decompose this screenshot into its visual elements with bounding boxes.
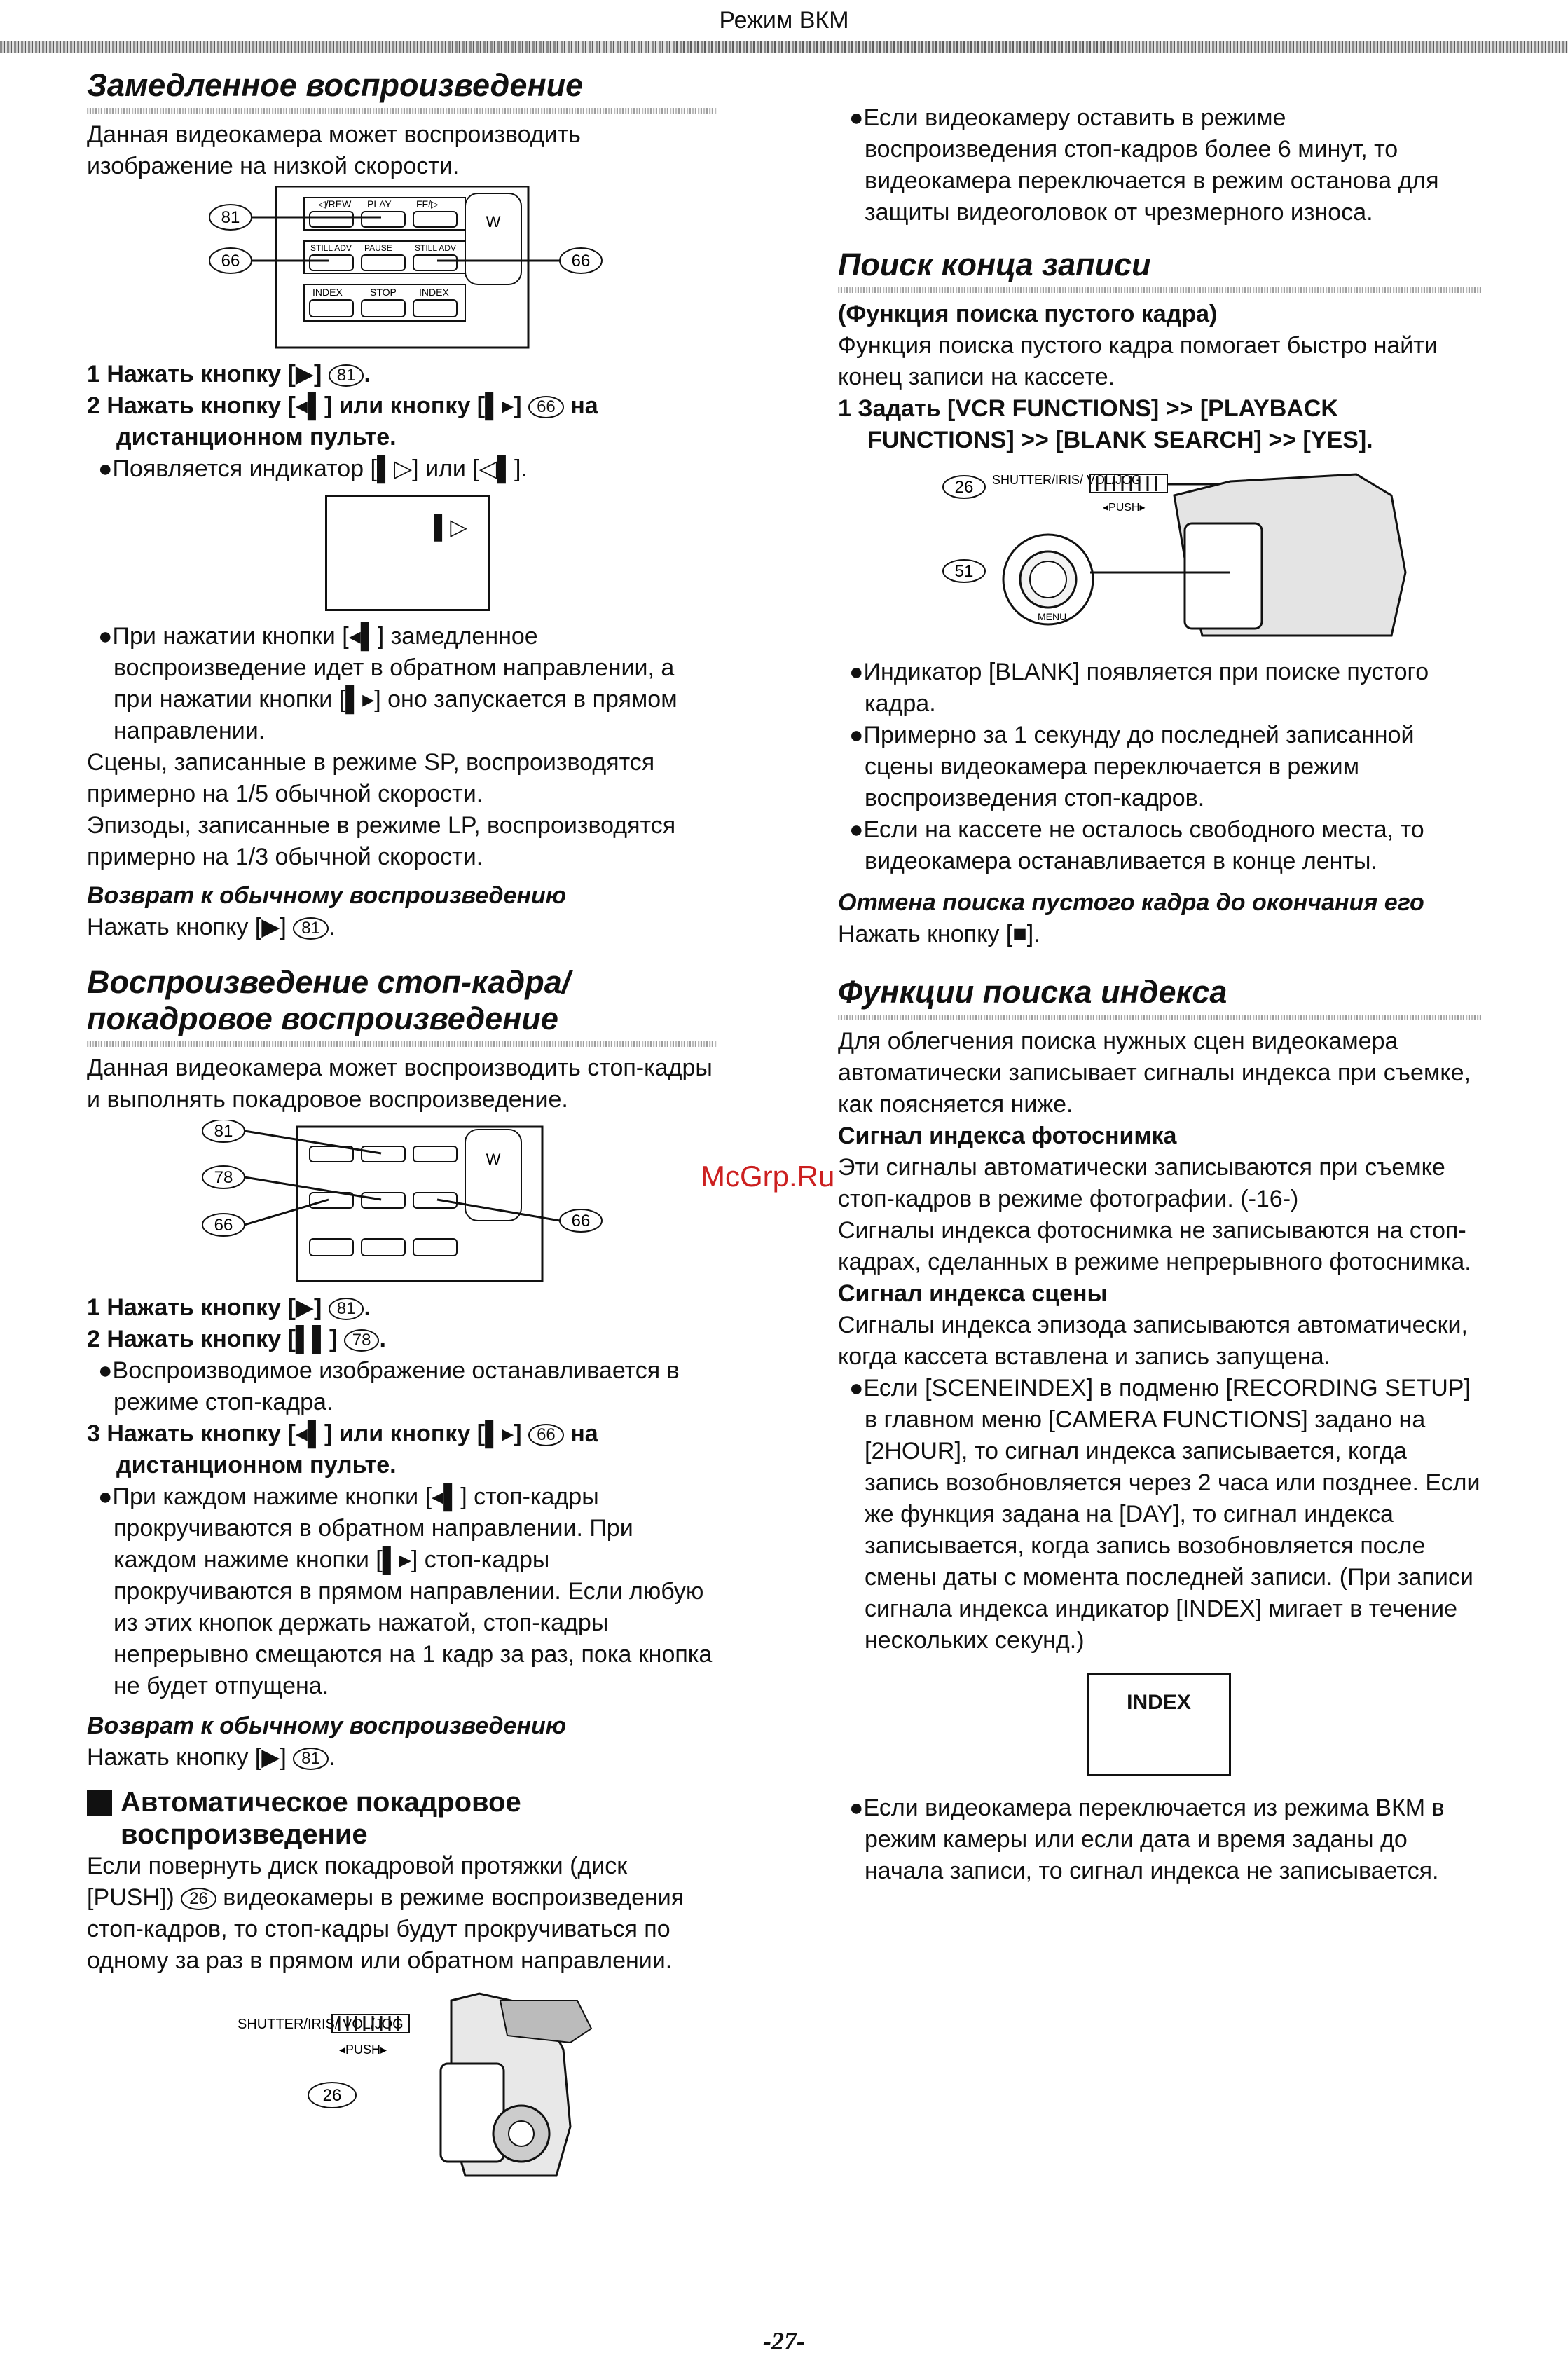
ref-81: 81: [293, 917, 329, 940]
blank-cancel-text: Нажать кнопку [■].: [838, 921, 1040, 947]
slow-return-text: Нажать кнопку [▶] 81 .: [87, 914, 336, 940]
play-label: PLAY: [367, 198, 392, 210]
camcorder-jog-figure: [87, 1987, 717, 2183]
slow-note-sp: Сцены, записанные в режиме SP, воспроизводятся примерно на 1/5 обычной скорости.: [87, 749, 655, 807]
callout-66-right: 66: [571, 252, 591, 270]
callout-26: 26: [322, 2086, 342, 2105]
push-label: ◂PUSH▸: [339, 2043, 387, 2057]
ff-label: FF/▷: [416, 198, 439, 210]
section-rule: [838, 287, 1483, 293]
slow-indicator-icon: ▌▷: [434, 514, 467, 540]
ref-66: 66: [528, 1424, 564, 1446]
ref-66: 66: [528, 396, 564, 418]
slow-step-2: 2 Нажать кнопку [◂▌] или кнопку [▌▸] 66 на дистанционном пульте.: [87, 392, 598, 451]
index-scene-title: Сигнал индекса сцены: [838, 1280, 1108, 1307]
stop-mode-bullet: ●Если видеокамеру оставить в режиме воспроизведения стоп-кадров более 6 минут, то видеокамера переключается в режим останова для защиты видеоголовок от чрезмерного износа.: [849, 104, 1439, 226]
index-indicator: INDEX: [1127, 1691, 1191, 1714]
blank-subtitle: (Функция поиска пустого кадра): [838, 301, 1218, 327]
auto-title: Автоматическое покадровое воспроизведение: [121, 1787, 521, 1850]
still-bullet-frames: ●При каждом нажиме кнопки [◂▌] стоп-кадры прокручиваются в обратном направлении. При каждом нажиме кнопки [▌▸] стоп-кадры прокручиваются в прямом направлении. Если любую из этих кнопок держать нажатой, стоп-кадры непрерывно смещаются на 1 кадр за раз, пока кнопка не будет отпущена.: [98, 1483, 713, 1699]
page-number: -27-: [763, 2327, 805, 2355]
remote-figure-still: [87, 1120, 717, 1288]
ref-81: 81: [293, 1748, 329, 1770]
callout-81: 81: [214, 1122, 233, 1141]
index-bullet-sceneindex: ●Если [SCENEINDEX] в подменю [RECORDING SETUP] в главном меню [CAMERA FUNCTIONS] задано на [2HOUR], то сигнал индекса записывается, когда запись возобновляется через 2 часа или позднее. Если же функция задана на [DAY], то сигнал индекса записывается, когда запись возобновляется после смены даты с момента последней записи. (При записи сигнала индекса индикатор [INDEX] мигает в течение нескольких секунд.): [849, 1375, 1480, 1654]
callout-78: 78: [214, 1168, 233, 1187]
blank-bullet-end: ●Если на кассете не осталось свободного места, то видеокамера останавливается в конце ленты.: [849, 816, 1424, 874]
callout-26: 26: [954, 478, 974, 497]
jog-label: SHUTTER/IRIS/ VOL/JOG: [238, 2017, 404, 2032]
blank-cancel-title: Отмена поиска пустого кадра до окончания его: [838, 889, 1424, 916]
slow-intro: Данная видеокамера может воспроизводить изображение на низкой скорости.: [87, 121, 581, 179]
remote-figure-slow: [87, 186, 717, 355]
section-rule: [87, 108, 717, 114]
still-bullet-pause: ●Воспроизводимое изображение останавливается в режиме стоп-кадра.: [98, 1357, 680, 1415]
still-adv-left-label: STILL ADV: [310, 243, 352, 253]
display-screen-index: [1087, 1673, 1231, 1776]
page-header-title: Режим ВКМ: [719, 7, 849, 34]
display-screen-slow: [325, 495, 490, 611]
slow-return-title: Возврат к обычному воспроизведению: [87, 882, 567, 909]
blank-bullet-still: ●Примерно за 1 секунду до последней записанной сцены видеокамера переключается в режим воспроизведения стоп-кадров.: [849, 722, 1415, 811]
w-button-label: W: [486, 1151, 501, 1168]
section-title-slow: Замедленное воспроизведение: [87, 67, 584, 103]
section-title-blank: Поиск конца записи: [838, 247, 1151, 282]
index-bullet-no-signal: ●Если видеокамера переключается из режима ВКМ в режим камеры или если дата и время заданы до начала записи, то сигнал индекса не записывается.: [849, 1795, 1445, 1884]
stop-label: STOP: [370, 287, 397, 298]
still-step-1: 1 Нажать кнопку [▶] 81 .: [87, 1294, 371, 1321]
section-rule: [87, 1041, 717, 1047]
still-step-2: 2 Нажать кнопку [▌▌] 78 .: [87, 1326, 386, 1352]
rew-label: ◁/REW: [318, 198, 352, 210]
ref-26: 26: [181, 1888, 216, 1910]
callout-51: 51: [954, 562, 974, 581]
pause-label: PAUSE: [364, 243, 392, 253]
index-photo-title: Сигнал индекса фотоснимка: [838, 1123, 1177, 1149]
index-left-label: INDEX: [312, 287, 343, 298]
index-intro: Для облегчения поиска нужных сцен видеокамера автоматически записывает сигналы индекса при съемке, как поясняется ниже.: [838, 1028, 1471, 1118]
blank-intro: Функция поиска пустого кадра помогает быстро найти конец записи на кассете.: [838, 332, 1438, 390]
ref-78: 78: [344, 1329, 380, 1352]
index-scene-text: Сигналы индекса эпизода записываются автоматически, когда кассета вставлена и запись запущена.: [838, 1312, 1468, 1370]
callout-81: 81: [221, 208, 240, 227]
section-rule: [838, 1015, 1483, 1020]
still-return-title: Возврат к обычному воспроизведению: [87, 1713, 567, 1739]
index-photo-text: Эти сигналы автоматически записываются при съемке стоп-кадров в режиме фотографии. (-16-): [838, 1154, 1445, 1212]
menu-label: MENU: [1038, 611, 1067, 622]
slow-step-1: 1 Нажать кнопку [▶] 81 .: [87, 361, 371, 387]
blank-step-1: 1 Задать [VCR FUNCTIONS] >> [PLAYBACK FUNCTIONS] >> [BLANK SEARCH] >> [YES].: [838, 395, 1373, 453]
push-label: ◂PUSH▸: [1103, 502, 1146, 514]
w-button-label: W: [486, 213, 501, 231]
still-intro: Данная видеокамера может воспроизводить стоп-кадры и выполнять покадровое воспроизведение.: [87, 1055, 713, 1113]
callout-66-left: 66: [221, 252, 240, 270]
ref-81: 81: [329, 1298, 364, 1320]
still-return-text: Нажать кнопку [▶] 81 .: [87, 1744, 336, 1771]
header-band: [0, 41, 1568, 53]
square-marker-icon: [87, 1790, 112, 1816]
auto-text: Если повернуть диск покадровой протяжки (диск [PUSH]) 26 видеокамеры в режиме воспроизведения стоп-кадров, то стоп-кадры будут прокручиваться по одному за раз в прямом или обратном направлении.: [87, 1853, 685, 1974]
right-column: [838, 102, 1483, 1887]
index-right-label: INDEX: [419, 287, 449, 298]
blank-bullet-indicator: ●Индикатор [BLANK] появляется при поиске пустого кадра.: [849, 659, 1429, 717]
jog-label: SHUTTER/IRIS/ VOL/JOG: [992, 473, 1142, 487]
section-title-still: Воспроизведение стоп-кадра/покадровое воспроизведение: [87, 964, 571, 1036]
camcorder-menu-figure: [838, 467, 1483, 650]
auto-heading: [87, 1786, 717, 1851]
slow-note-lp: Эпизоды, записанные в режиме LP, воспроизводятся примерно на 1/3 обычной скорости.: [87, 812, 676, 870]
section-title-index: Функции поиска индекса: [838, 974, 1227, 1010]
ref-81: 81: [329, 364, 364, 387]
index-photo-text-2: Сигналы индекса фотоснимка не записываются на стоп-кадрах, сделанных в режиме непрерывного фотоснимка.: [838, 1217, 1471, 1275]
left-column: [87, 67, 717, 2183]
callout-66-left: 66: [214, 1216, 233, 1235]
callout-66-right: 66: [571, 1212, 591, 1230]
slow-bullet-direction: ●При нажатии кнопки [◂▌] замедленное воспроизведение идет в обратном направлении, а при нажатии кнопки [▌▸] оно запускается в прямом направлении.: [98, 623, 678, 744]
slow-bullet-indicator: ●Появляется индикатор [▌▷] или [◁▌].: [98, 455, 528, 482]
still-adv-right-label: STILL ADV: [415, 243, 456, 253]
watermark-text: McGrp.Ru: [701, 1160, 835, 1193]
still-step-3: 3 Нажать кнопку [◂▌] или кнопку [▌▸] 66 на дистанционном пульте.: [87, 1420, 598, 1479]
